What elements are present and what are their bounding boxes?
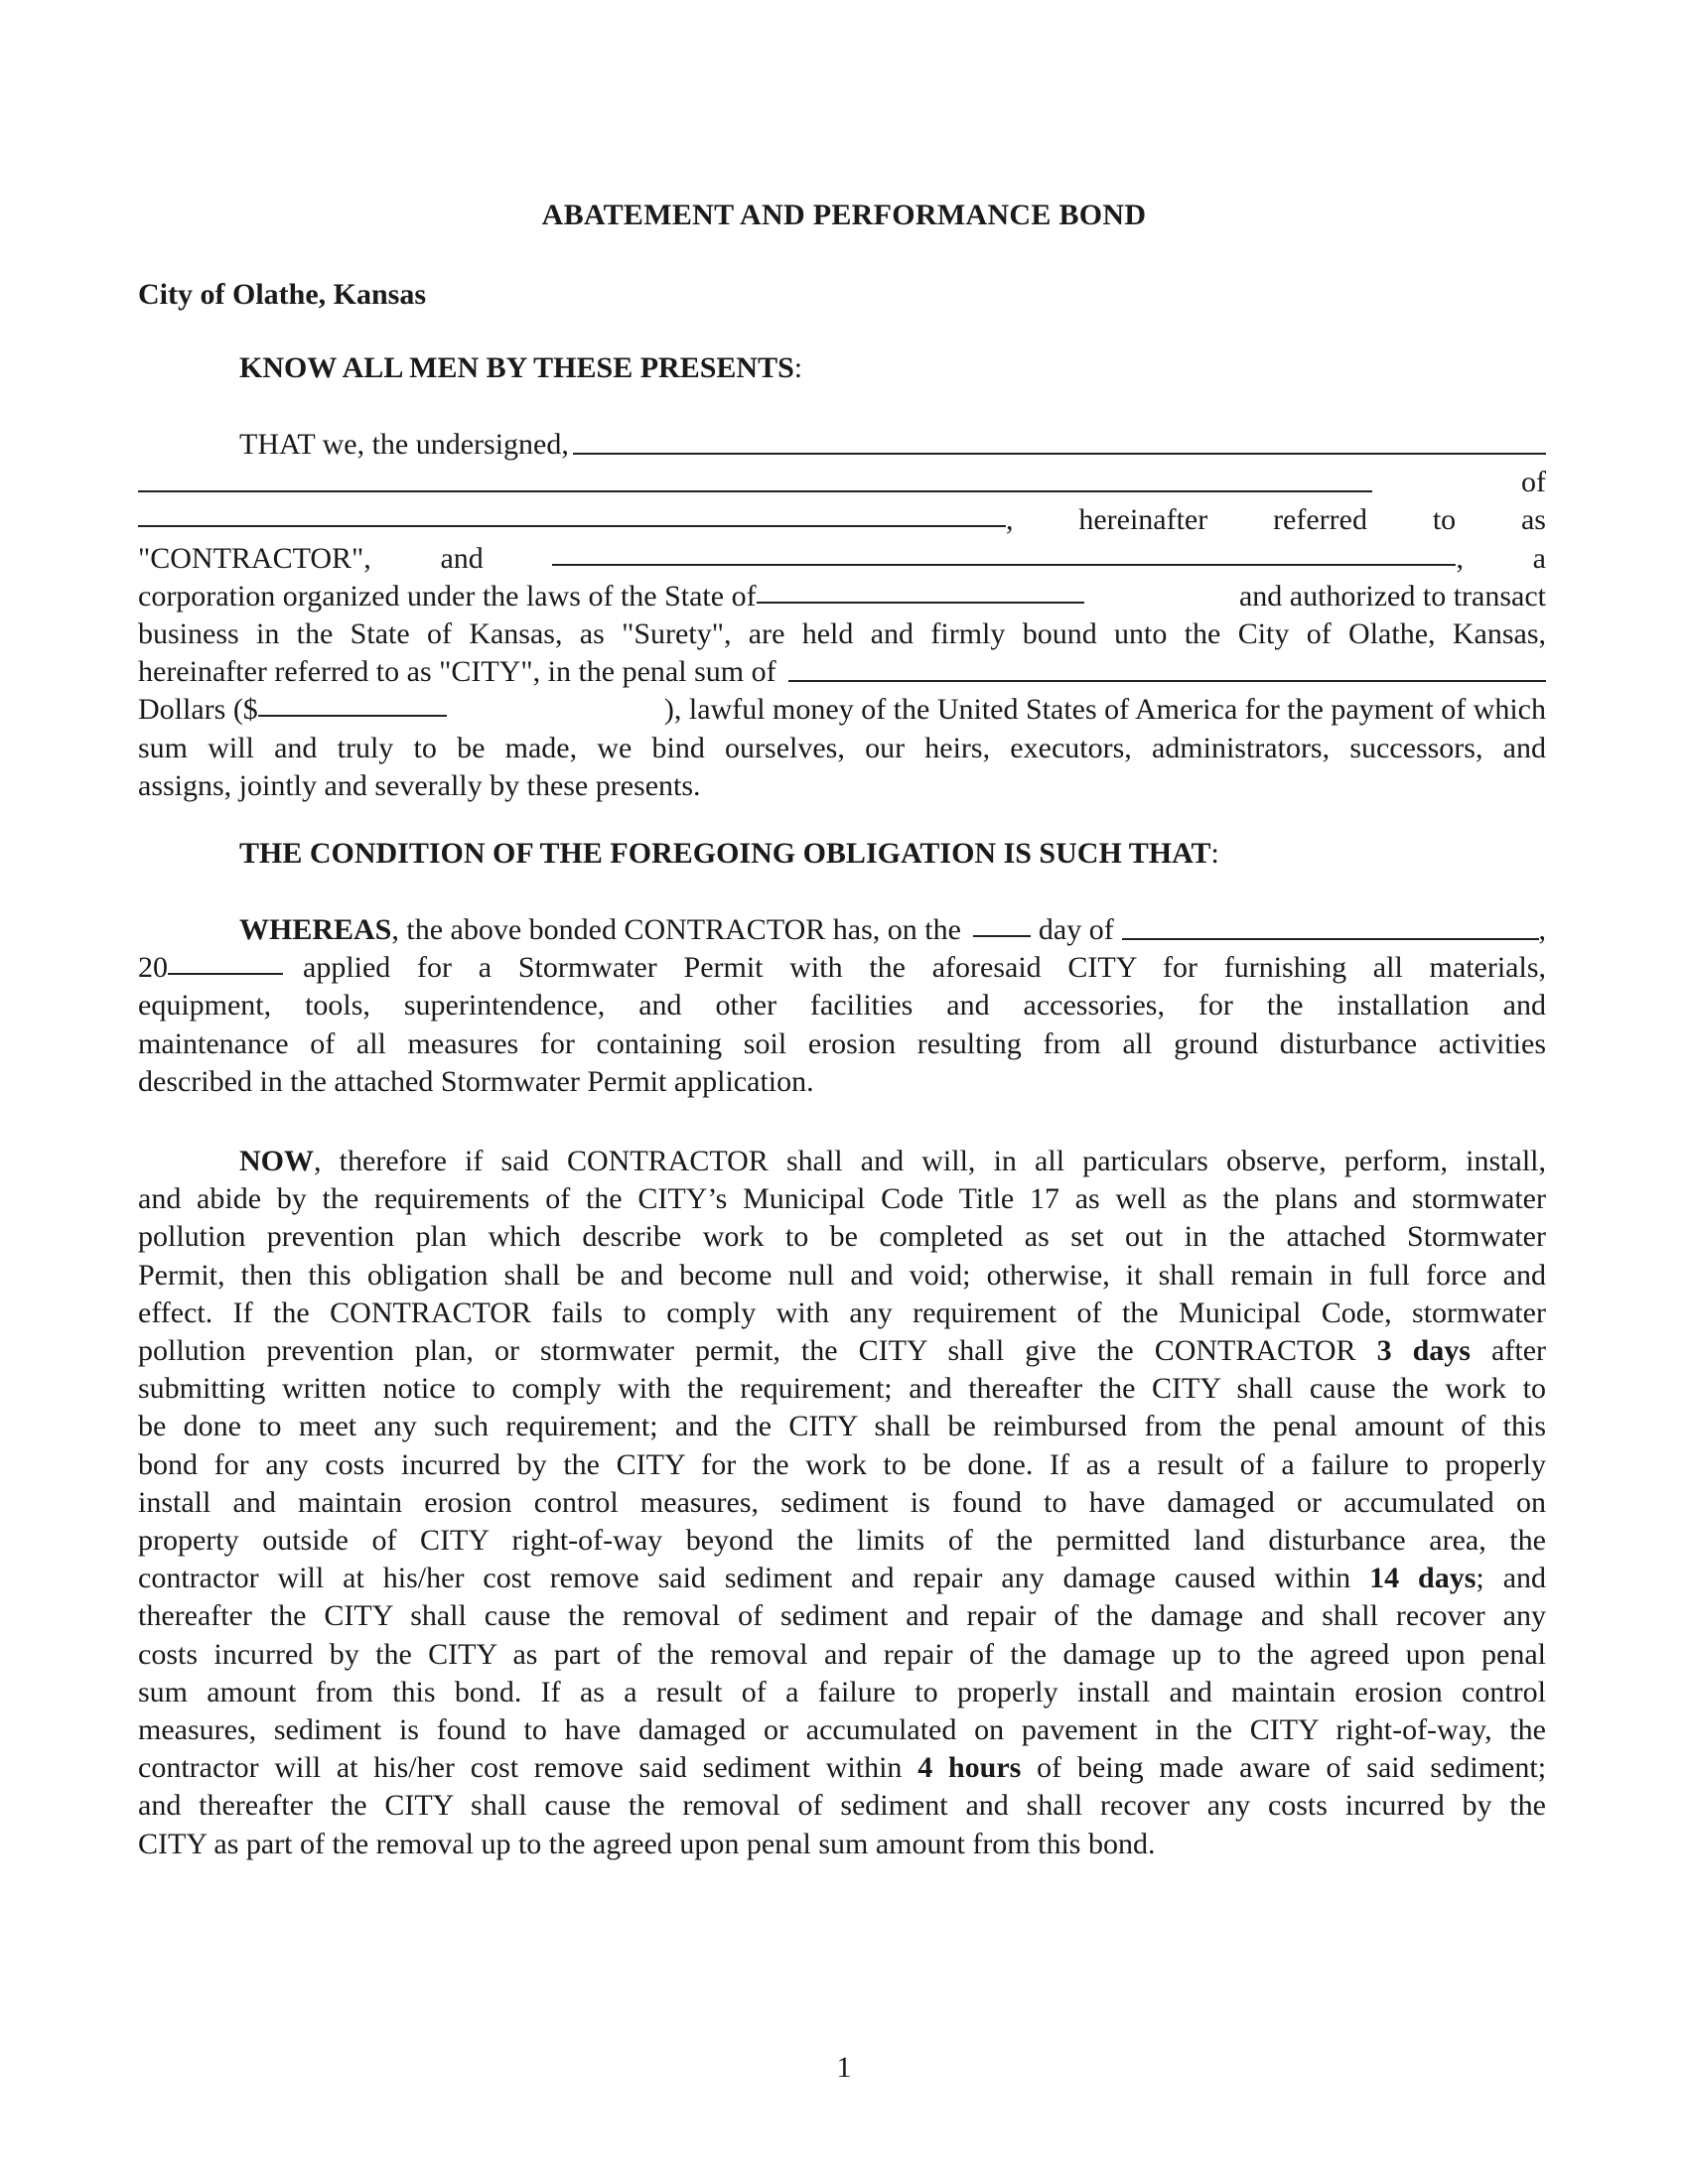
penal-sum-line — [138, 653, 1546, 691]
now-text-17c: of being made aware of said sediment; — [1037, 1751, 1547, 1785]
condition-heading-colon: : — [1210, 837, 1219, 870]
day-of-text: day of — [1038, 913, 1114, 946]
state-line — [138, 578, 1546, 615]
know-all-men-heading — [239, 351, 802, 385]
now-line-3: pollution prevention plan which describe work to be completed as set out in the attached Stormwater — [138, 1220, 1546, 1254]
now-line-15: sum amount from this bond. If as a result of a failure to properly install and maintain erosion control — [138, 1675, 1546, 1708]
parties-paragraph — [138, 426, 1546, 805]
now-line-12 — [138, 1560, 1546, 1597]
now-paragraph — [138, 1143, 1546, 1863]
now-line-13: thereafter the CITY shall cause the removal of sediment and repair of the damage and shall recover any — [138, 1599, 1546, 1633]
contractor-term: "CONTRACTOR", — [138, 541, 371, 575]
now-text-1: , therefore if said CONTRACTOR shall and will, in all particulars observe, perform, install, — [314, 1145, 1546, 1177]
contractor-name-blank[interactable] — [573, 426, 1546, 455]
now-text-6c: after — [1491, 1334, 1546, 1368]
whereas-line-3: equipment, tools, superintendence, and other facilities and accessories, for the installation and — [138, 989, 1546, 1023]
now-line-1 — [138, 1143, 1546, 1180]
now-line-8: be done to meet any such requirement; and the CITY shall be reimbursed from the penal amount of this — [138, 1410, 1546, 1443]
as-word: as — [1520, 503, 1546, 537]
lawful-money-text: ), lawful money of the United States of America for the payment of which — [663, 693, 1546, 727]
contractor-name-blank-2[interactable] — [138, 464, 1372, 492]
now-line-7: submitting written notice to comply with the requirement; and thereafter the CITY shall cause the work to — [138, 1372, 1546, 1406]
year-group — [138, 949, 283, 987]
now-line-2: and abide by the requirements of the CITY’s Municipal Code Title 17 as well as the plans and stormwater — [138, 1182, 1546, 1216]
contractor-address-group — [138, 501, 1014, 539]
and-word: and — [440, 541, 484, 575]
whereas-line-2 — [138, 949, 1546, 987]
hereinafter-word: hereinafter — [1078, 503, 1208, 537]
now-label: NOW — [239, 1145, 314, 1177]
know-heading-colon: : — [793, 351, 803, 384]
now-line-10: install and maintain erosion control measures, sediment is found to have damaged or accumulated on — [138, 1485, 1546, 1519]
whereas-label: WHEREAS — [239, 913, 392, 946]
whereas-paragraph — [138, 911, 1546, 1101]
dollars-label: Dollars ($ — [138, 693, 258, 727]
four-hours-text: 4 hours — [917, 1751, 1022, 1785]
a-word: a — [1532, 541, 1546, 575]
day-blank[interactable] — [973, 911, 1031, 937]
now-line-18: and thereafter the CITY shall cause the removal of sediment and shall recover any costs incurred by the — [138, 1789, 1546, 1823]
contractor-address-line — [138, 501, 1546, 539]
authorized-text: and authorized to transact — [1238, 579, 1546, 613]
now-line-4: Permit, then this obligation shall be and become null and void; otherwise, it shall remain in full force and — [138, 1258, 1546, 1292]
corporation-text: corporation organized under the laws of the State of — [138, 579, 757, 613]
whereas-text: , the above bonded CONTRACTOR has, on the — [391, 913, 961, 946]
now-line-14: costs incurred by the CITY as part of the removal and repair of the damage up to the agreed upon penal — [138, 1637, 1546, 1671]
contractor-name-line-2 — [138, 464, 1546, 501]
referred-word: referred — [1273, 503, 1367, 537]
penal-sum-text: hereinafter referred to as "CITY", in the penal sum of — [138, 655, 776, 689]
now-text-6a: pollution prevention plan, or stormwater permit, the CITY shall give the CONTRACTOR — [138, 1334, 1356, 1368]
page-number: 1 — [836, 2051, 852, 2084]
three-days-text: 3 days — [1376, 1334, 1471, 1368]
comma-2: , — [1456, 541, 1464, 575]
state-group — [138, 578, 1084, 615]
state-blank[interactable] — [757, 578, 1084, 604]
comma-1: , — [1006, 503, 1014, 537]
now-line-16: measures, sediment is found to have damaged or accumulated on pavement in the CITY right-of-way, the — [138, 1713, 1546, 1747]
condition-heading — [239, 837, 1219, 871]
now-text-12a: contractor will at his/her cost remove said sediment and repair any damage caused within — [138, 1562, 1351, 1595]
now-text-12c: ; and — [1476, 1562, 1547, 1595]
now-line-5: effect. If the CONTRACTOR fails to comply with any requirement of the Municipal Code, stormwater — [138, 1296, 1546, 1329]
to-word: to — [1432, 503, 1457, 537]
year-blank[interactable] — [168, 949, 283, 975]
contractor-address-blank[interactable] — [138, 501, 1006, 527]
of-label: of — [1521, 466, 1546, 499]
undersigned-label: THAT we, the undersigned, — [239, 428, 569, 461]
surety-name-blank[interactable] — [552, 540, 1456, 566]
penal-sum-words-blank[interactable] — [788, 653, 1546, 682]
now-line-11: property outside of CITY right-of-way beyond the limits of the permitted land disturbance area, the — [138, 1524, 1546, 1558]
now-line-9: bond for any costs incurred by the CITY for the work to be done. If as a result of a failure to properly — [138, 1447, 1546, 1481]
fourteen-days-text: 14 days — [1369, 1562, 1477, 1595]
business-line: business in the State of Kansas, as "Surety", are held and firmly bound unto the City of Olathe, Kansas, — [138, 616, 1546, 650]
dollars-line — [138, 691, 1546, 729]
now-line-17 — [138, 1749, 1546, 1787]
applied-text: applied for a Stormwater Permit with the aforesaid CITY for furnishing all materials, — [303, 951, 1546, 985]
document-title: ABATEMENT AND PERFORMANCE BOND — [541, 199, 1147, 231]
condition-heading-text: THE CONDITION OF THE FOREGOING OBLIGATION IS SUCH THAT — [239, 837, 1211, 870]
whereas-line-4: maintenance of all measures for containing soil erosion resulting from all ground disturbance activities — [138, 1026, 1546, 1060]
now-line-19: CITY as part of the removal up to the agreed upon penal sum amount from this bond. — [138, 1827, 1156, 1860]
now-line-6 — [138, 1332, 1546, 1370]
year-prefix: 20 — [138, 951, 168, 985]
undersigned-line — [138, 426, 1546, 464]
know-heading-text: KNOW ALL MEN BY THESE PRESENTS — [239, 351, 794, 384]
whereas-line-1 — [138, 911, 1546, 949]
comma-3: , — [1538, 913, 1546, 946]
month-blank[interactable] — [1122, 911, 1539, 940]
whereas-line-5: described in the attached Stormwater Permit application. — [138, 1064, 814, 1098]
city-name: City of Olathe, Kansas — [138, 278, 427, 311]
surety-name-group — [552, 540, 1464, 578]
dollar-amount-blank[interactable] — [258, 691, 447, 717]
surety-name-line — [138, 540, 1546, 578]
now-text-17a: contractor will at his/her cost remove said sediment within — [138, 1751, 903, 1785]
bind-line: sum will and truly to be made, we bind ourselves, our heirs, executors, administrators, successors, and — [138, 731, 1546, 764]
assigns-line: assigns, jointly and severally by these presents. — [138, 768, 701, 802]
dollars-group — [138, 691, 447, 729]
